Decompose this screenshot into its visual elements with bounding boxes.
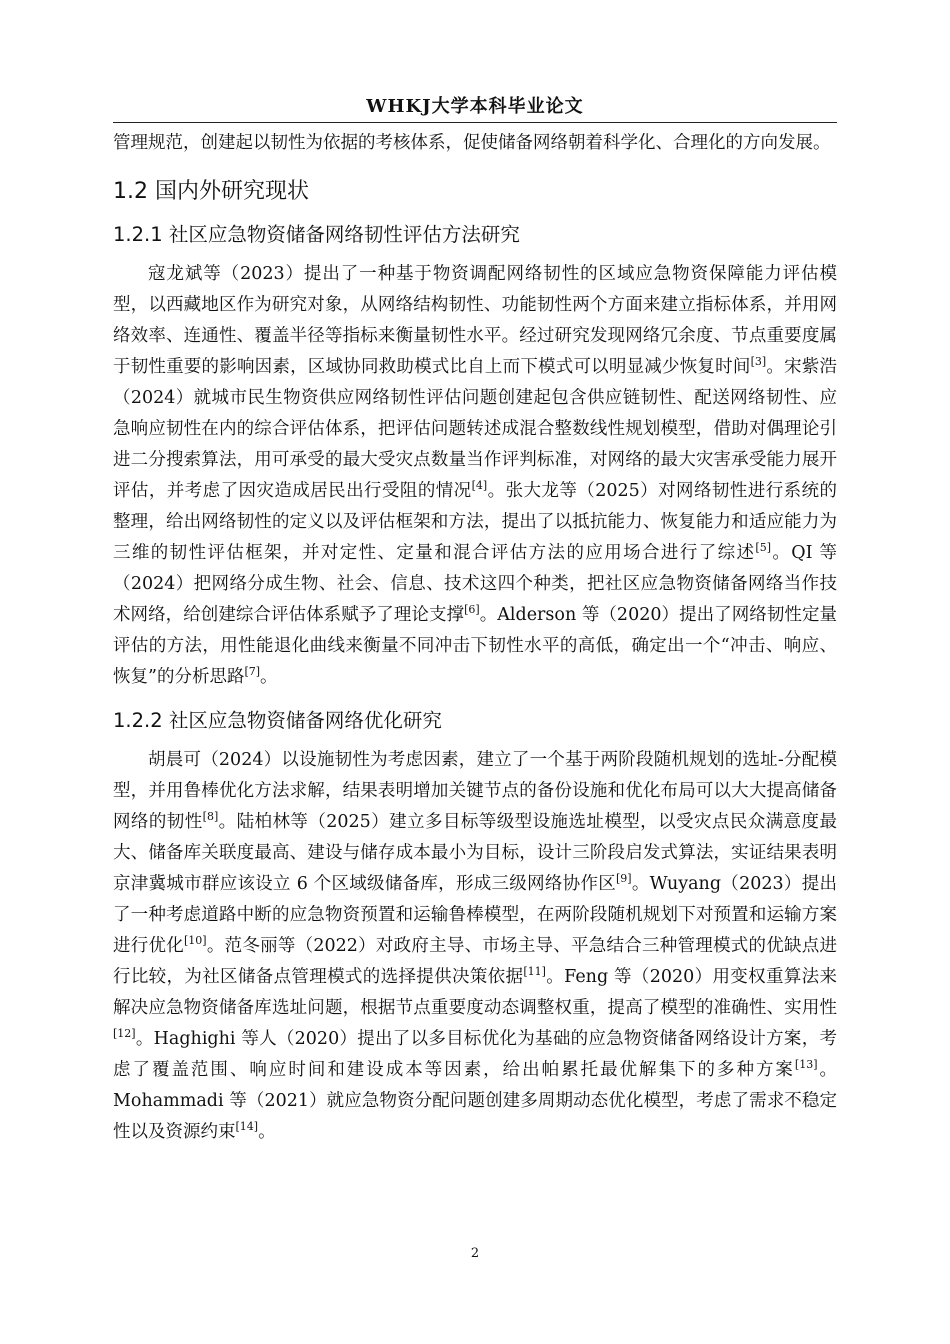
paragraph-text: 。Feng 等（2020）用变权重算法来解决应急物资储备库选址问题，根据节点重要度动态调整权重，提高了模型的准确性、实用性 xyxy=(113,967,838,1018)
header-rule xyxy=(113,122,837,123)
paragraph-text: 。宋紫浩（2024）就城市民生物资供应网络韧性评估问题创建起包含供应链韧性、配送网络韧性、应急响应韧性在内的综合评估体系，把评估问题转述成混合整数线性规划模型，借助对偶理论引进二分搜索算法，用可承受的最大受灾点数量当作评判标准，对网络的最大灾害承受能力展开评估，并考虑了因灾造成居民出行受阻的情况 xyxy=(113,357,837,501)
page-content xyxy=(113,128,837,1148)
citation: [9] xyxy=(616,872,632,886)
paragraph-text: 。QI 等（2024）把网络分成生物、社会、信息、技术这四个种类，把社区应急物资储备网络当作技术网络，给创建综合评估体系赋予了理论支撑 xyxy=(113,543,838,625)
subsection-1-paragraph xyxy=(113,259,837,693)
citation: [8] xyxy=(202,810,219,824)
running-header: WHKJ大学本科毕业论文 xyxy=(366,96,584,117)
subsection-heading-1: 1.2.1 社区应急物资储备网络韧性评估方法研究 xyxy=(113,223,520,246)
paragraph-text: 。 xyxy=(260,667,278,687)
citation: [6] xyxy=(464,603,480,617)
citation: [3] xyxy=(750,355,767,369)
intro-paragraph: 管理规范，创建起以韧性为依据的考核体系，促使储备网络朝着科学化、合理化的方向发展。 xyxy=(113,133,831,153)
paragraph-text: 寇龙斌等（2023）提出了一种基于物资调配网络韧性的区域应急物资保障能力评估模型，以西藏地区作为研究对象，从网络结构韧性、功能韧性两个方面来建立指标体系，并用网络效率、连通性、覆盖半径等指标来衡量韧性水平。经过研究发现网络冗余度、节点重要度属于韧性重要的影响因素，区域协同救助模式比自上而下模式可以明显减少恢复时间 xyxy=(113,264,837,377)
page-number: 2 xyxy=(470,1246,480,1261)
citation: [11] xyxy=(523,965,546,979)
citation: [12] xyxy=(113,1027,136,1041)
paragraph-text: 。张大龙等（2025）对网络韧性进行系统的整理，给出网络韧性的定义以及评估框架和方法，提出了以抵抗能力、恢复能力和适应能力为三维的韧性评估框架，并对定性、定量和混合评估方法的应用场合进行了综述 xyxy=(113,481,837,563)
paragraph-text: 。 xyxy=(258,1122,276,1142)
citation: [13] xyxy=(794,1058,818,1072)
paragraph-text: 。Alderson 等（2020）提出了网络韧性定量评估的方法，用性能退化曲线来衡量不同冲击下韧性水平的高低，确定出一个“冲击、响应、恢复”的分析思路 xyxy=(113,605,837,687)
paragraph-text: 。Mohammadi 等（2021）就应急物资分配问题创建多周期动态优化模型，考虑了需求不稳定性以及资源约束 xyxy=(113,1060,837,1142)
paragraph-text: 。Haghighi 等人（2020）提出了以多目标优化为基础的应急物资储备网络设计方案，考虑了覆盖范围、响应时间和建设成本等因素，给出帕累托最优解集下的多种方案 xyxy=(113,1029,837,1080)
paragraph-text: 。陆柏林等（2025）建立多目标等级型设施选址模型，以受灾点民众满意度最大、储备库关联度最高、建设与储存成本最小为目标，设计三阶段启发式算法，实证结果表明京津冀城市群应该设立 6 个区域级储备库，形成三级网络协作区 xyxy=(113,812,837,894)
subsection-2-paragraph xyxy=(113,745,837,1148)
paragraph-text: 。Wuyang（2023）提出了一种考虑道路中断的应急物资预置和运输鲁棒模型，在两阶段随机规划下对预置和运输方案进行优化 xyxy=(113,874,837,956)
paragraph-text: 。范冬丽等（2022）对政府主导、市场主导、平急结合三种管理模式的优缺点进行比较，为社区储备点管理模式的选择提供决策依据 xyxy=(113,936,838,987)
citation: [5] xyxy=(755,541,771,555)
citation: [7] xyxy=(244,665,261,679)
subsection-heading-2: 1.2.2 社区应急物资储备网络优化研究 xyxy=(113,709,442,732)
section-heading: 1.2 国内外研究现状 xyxy=(113,179,309,204)
paragraph-text: 胡晨可（2024）以设施韧性为考虑因素，建立了一个基于两阶段随机规划的选址-分配模型，并用鲁棒优化方法求解，结果表明增加关键节点的备份设施和优化布局可以大大提高储备网络的韧性 xyxy=(113,750,837,832)
citation: [4] xyxy=(471,479,488,493)
citation: [14] xyxy=(235,1120,259,1134)
citation: [10] xyxy=(184,934,207,948)
